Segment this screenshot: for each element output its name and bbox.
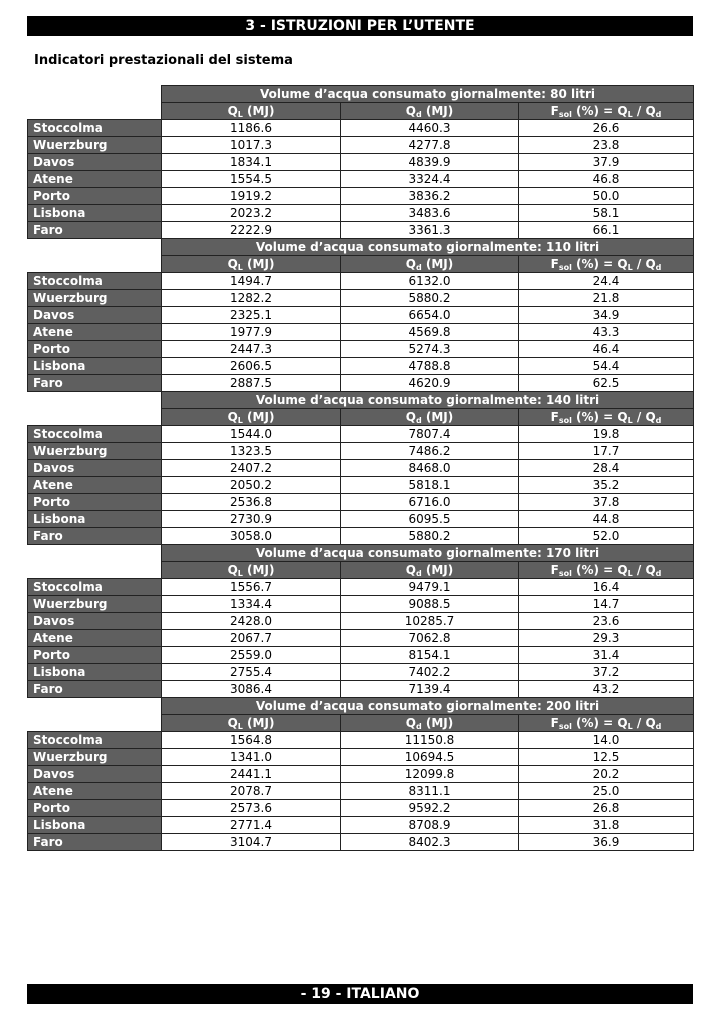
blank-cell — [28, 409, 162, 426]
column-header-fsol: $F_{sol}$ (%) = $Q_L / Q_d$ — [519, 256, 694, 273]
fsol-value: 46.8 — [519, 171, 694, 188]
city-name: Atene — [28, 783, 162, 800]
qd-value: 6095.5 — [341, 511, 519, 528]
qd-value: 7139.4 — [341, 681, 519, 698]
column-header-row — [28, 256, 694, 273]
ql-value: 1282.2 — [162, 290, 341, 307]
ql-value: 1919.2 — [162, 188, 341, 205]
fsol-value: 62.5 — [519, 375, 694, 392]
qd-value: 9479.1 — [341, 579, 519, 596]
section-title: Indicatori prestazionali del sistema — [34, 53, 293, 68]
city-name: Stoccolma — [28, 426, 162, 443]
table-row — [28, 188, 694, 205]
table-row — [28, 154, 694, 171]
city-name: Lisbona — [28, 358, 162, 375]
qd-value: 3324.4 — [341, 171, 519, 188]
qd-value: 4839.9 — [341, 154, 519, 171]
performance-table — [27, 85, 694, 851]
fsol-value: 35.2 — [519, 477, 694, 494]
column-header-row — [28, 103, 694, 120]
table-body — [28, 86, 694, 851]
qd-value: 7807.4 — [341, 426, 519, 443]
table-row — [28, 681, 694, 698]
city-name: Lisbona — [28, 817, 162, 834]
city-name: Stoccolma — [28, 579, 162, 596]
ql-value: 1544.0 — [162, 426, 341, 443]
table-row — [28, 205, 694, 222]
fsol-value: 31.8 — [519, 817, 694, 834]
ql-value: 1341.0 — [162, 749, 341, 766]
column-header-row — [28, 409, 694, 426]
table-row — [28, 647, 694, 664]
fsol-value: 58.1 — [519, 205, 694, 222]
city-name: Atene — [28, 477, 162, 494]
city-name: Porto — [28, 800, 162, 817]
volume-title: Volume d’acqua consumato giornalmente: 80 litri — [162, 86, 694, 103]
fsol-value: 12.5 — [519, 749, 694, 766]
fsol-value: 43.2 — [519, 681, 694, 698]
fsol-value: 46.4 — [519, 341, 694, 358]
ql-value: 1017.3 — [162, 137, 341, 154]
table-row — [28, 732, 694, 749]
ql-value: 2536.8 — [162, 494, 341, 511]
ql-value: 2559.0 — [162, 647, 341, 664]
footer-text: - 19 - ITALIANO — [300, 986, 420, 1002]
ql-value: 2428.0 — [162, 613, 341, 630]
ql-value: 2755.4 — [162, 664, 341, 681]
qd-value: 11150.8 — [341, 732, 519, 749]
column-header-row — [28, 715, 694, 732]
fsol-value: 19.8 — [519, 426, 694, 443]
qd-value: 4569.8 — [341, 324, 519, 341]
table-title-row — [28, 239, 694, 256]
city-name: Porto — [28, 341, 162, 358]
qd-value: 8154.1 — [341, 647, 519, 664]
qd-value: 7062.8 — [341, 630, 519, 647]
volume-title: Volume d’acqua consumato giornalmente: 170 litri — [162, 545, 694, 562]
column-header-ql: $Q_L$ (MJ) — [162, 715, 341, 732]
qd-value: 8708.9 — [341, 817, 519, 834]
city-name: Porto — [28, 647, 162, 664]
ql-value: 1554.5 — [162, 171, 341, 188]
column-header-fsol: $F_{sol}$ (%) = $Q_L / Q_d$ — [519, 409, 694, 426]
city-name: Davos — [28, 460, 162, 477]
fsol-value: 29.3 — [519, 630, 694, 647]
fsol-value: 66.1 — [519, 222, 694, 239]
city-name: Faro — [28, 528, 162, 545]
qd-value: 12099.8 — [341, 766, 519, 783]
city-name: Lisbona — [28, 511, 162, 528]
column-header-qd: $Q_d$ (MJ) — [341, 562, 519, 579]
table-row — [28, 630, 694, 647]
fsol-value: 36.9 — [519, 834, 694, 851]
qd-value: 6716.0 — [341, 494, 519, 511]
column-header-ql: $Q_L$ (MJ) — [162, 409, 341, 426]
ql-value: 2887.5 — [162, 375, 341, 392]
ql-value: 2050.2 — [162, 477, 341, 494]
blank-cell — [28, 256, 162, 273]
performance-tables — [27, 85, 693, 851]
qd-value: 5818.1 — [341, 477, 519, 494]
ql-value: 2222.9 — [162, 222, 341, 239]
qd-value: 5880.2 — [341, 528, 519, 545]
qd-value: 4460.3 — [341, 120, 519, 137]
table-row — [28, 477, 694, 494]
fsol-value: 31.4 — [519, 647, 694, 664]
table-title-row — [28, 392, 694, 409]
fsol-value: 43.3 — [519, 324, 694, 341]
table-row — [28, 766, 694, 783]
qd-value: 3483.6 — [341, 205, 519, 222]
qd-value: 5274.3 — [341, 341, 519, 358]
ql-value: 1323.5 — [162, 443, 341, 460]
table-row — [28, 800, 694, 817]
city-name: Porto — [28, 188, 162, 205]
column-header-row — [28, 562, 694, 579]
column-header-qd: $Q_d$ (MJ) — [341, 715, 519, 732]
ql-value: 2730.9 — [162, 511, 341, 528]
ql-value: 1494.7 — [162, 273, 341, 290]
table-row — [28, 290, 694, 307]
blank-cell — [28, 562, 162, 579]
fsol-value: 26.6 — [519, 120, 694, 137]
city-name: Wuerzburg — [28, 290, 162, 307]
column-header-qd: $Q_d$ (MJ) — [341, 409, 519, 426]
ql-value: 2023.2 — [162, 205, 341, 222]
table-row — [28, 341, 694, 358]
blank-cell — [28, 715, 162, 732]
ql-value: 2441.1 — [162, 766, 341, 783]
fsol-value: 25.0 — [519, 783, 694, 800]
table-row — [28, 324, 694, 341]
city-name: Stoccolma — [28, 732, 162, 749]
column-header-qd: $Q_d$ (MJ) — [341, 256, 519, 273]
city-name: Davos — [28, 613, 162, 630]
table-row — [28, 222, 694, 239]
city-name: Davos — [28, 154, 162, 171]
fsol-value: 28.4 — [519, 460, 694, 477]
ql-value: 3058.0 — [162, 528, 341, 545]
table-title-row — [28, 545, 694, 562]
volume-title: Volume d’acqua consumato giornalmente: 140 litri — [162, 392, 694, 409]
column-header-ql: $Q_L$ (MJ) — [162, 562, 341, 579]
column-header-ql: $Q_L$ (MJ) — [162, 103, 341, 120]
column-header-qd: $Q_d$ (MJ) — [341, 103, 519, 120]
table-row — [28, 307, 694, 324]
blank-cell — [28, 698, 162, 715]
fsol-value: 50.0 — [519, 188, 694, 205]
fsol-value: 14.0 — [519, 732, 694, 749]
city-name: Lisbona — [28, 664, 162, 681]
blank-cell — [28, 86, 162, 103]
column-header-fsol: $F_{sol}$ (%) = $Q_L / Q_d$ — [519, 715, 694, 732]
qd-value: 10285.7 — [341, 613, 519, 630]
table-title-row — [28, 86, 694, 103]
ql-value: 3104.7 — [162, 834, 341, 851]
qd-value: 4277.8 — [341, 137, 519, 154]
city-name: Faro — [28, 681, 162, 698]
table-title-row — [28, 698, 694, 715]
city-name: Davos — [28, 766, 162, 783]
fsol-value: 37.8 — [519, 494, 694, 511]
header-title: 3 - ISTRUZIONI PER L’UTENTE — [245, 18, 475, 34]
ql-value: 2771.4 — [162, 817, 341, 834]
fsol-value: 23.6 — [519, 613, 694, 630]
qd-value: 7402.2 — [341, 664, 519, 681]
column-header-fsol: $F_{sol}$ (%) = $Q_L / Q_d$ — [519, 562, 694, 579]
ql-value: 2325.1 — [162, 307, 341, 324]
city-name: Porto — [28, 494, 162, 511]
blank-cell — [28, 239, 162, 256]
qd-value: 8311.1 — [341, 783, 519, 800]
page-footer — [27, 984, 693, 1004]
qd-value: 8468.0 — [341, 460, 519, 477]
qd-value: 3836.2 — [341, 188, 519, 205]
table-row — [28, 749, 694, 766]
table-row — [28, 137, 694, 154]
fsol-value: 20.2 — [519, 766, 694, 783]
fsol-value: 17.7 — [519, 443, 694, 460]
table-row — [28, 579, 694, 596]
city-name: Stoccolma — [28, 120, 162, 137]
fsol-value: 34.9 — [519, 307, 694, 324]
fsol-value: 37.2 — [519, 664, 694, 681]
table-row — [28, 273, 694, 290]
fsol-value: 52.0 — [519, 528, 694, 545]
qd-value: 10694.5 — [341, 749, 519, 766]
qd-value: 9088.5 — [341, 596, 519, 613]
ql-value: 2606.5 — [162, 358, 341, 375]
city-name: Faro — [28, 375, 162, 392]
volume-title: Volume d’acqua consumato giornalmente: 110 litri — [162, 239, 694, 256]
table-row — [28, 358, 694, 375]
fsol-value: 24.4 — [519, 273, 694, 290]
ql-value: 3086.4 — [162, 681, 341, 698]
ql-value: 1186.6 — [162, 120, 341, 137]
city-name: Stoccolma — [28, 273, 162, 290]
ql-value: 2407.2 — [162, 460, 341, 477]
table-row — [28, 120, 694, 137]
table-row — [28, 460, 694, 477]
table-row — [28, 664, 694, 681]
city-name: Davos — [28, 307, 162, 324]
fsol-value: 14.7 — [519, 596, 694, 613]
fsol-value: 21.8 — [519, 290, 694, 307]
ql-value: 1564.8 — [162, 732, 341, 749]
city-name: Wuerzburg — [28, 596, 162, 613]
city-name: Atene — [28, 630, 162, 647]
qd-value: 6654.0 — [341, 307, 519, 324]
table-row — [28, 443, 694, 460]
qd-value: 5880.2 — [341, 290, 519, 307]
city-name: Wuerzburg — [28, 749, 162, 766]
ql-value: 1834.1 — [162, 154, 341, 171]
city-name: Lisbona — [28, 205, 162, 222]
qd-value: 7486.2 — [341, 443, 519, 460]
table-row — [28, 171, 694, 188]
city-name: Atene — [28, 171, 162, 188]
table-row — [28, 528, 694, 545]
table-row — [28, 783, 694, 800]
ql-value: 1334.4 — [162, 596, 341, 613]
ql-value: 1556.7 — [162, 579, 341, 596]
fsol-value: 16.4 — [519, 579, 694, 596]
qd-value: 4620.9 — [341, 375, 519, 392]
city-name: Faro — [28, 834, 162, 851]
table-row — [28, 834, 694, 851]
city-name: Faro — [28, 222, 162, 239]
ql-value: 2573.6 — [162, 800, 341, 817]
city-name: Wuerzburg — [28, 443, 162, 460]
table-row — [28, 817, 694, 834]
ql-value: 2078.7 — [162, 783, 341, 800]
ql-value: 2447.3 — [162, 341, 341, 358]
fsol-value: 37.9 — [519, 154, 694, 171]
qd-value: 3361.3 — [341, 222, 519, 239]
blank-cell — [28, 103, 162, 120]
table-row — [28, 613, 694, 630]
column-header-fsol: $F_{sol}$ (%) = $Q_L / Q_d$ — [519, 103, 694, 120]
ql-value: 2067.7 — [162, 630, 341, 647]
fsol-value: 23.8 — [519, 137, 694, 154]
fsol-value: 26.8 — [519, 800, 694, 817]
blank-cell — [28, 392, 162, 409]
column-header-ql: $Q_L$ (MJ) — [162, 256, 341, 273]
table-row — [28, 375, 694, 392]
table-row — [28, 426, 694, 443]
qd-value: 4788.8 — [341, 358, 519, 375]
table-row — [28, 494, 694, 511]
qd-value: 8402.3 — [341, 834, 519, 851]
table-row — [28, 511, 694, 528]
qd-value: 6132.0 — [341, 273, 519, 290]
fsol-value: 44.8 — [519, 511, 694, 528]
city-name: Atene — [28, 324, 162, 341]
table-row — [28, 596, 694, 613]
fsol-value: 54.4 — [519, 358, 694, 375]
qd-value: 9592.2 — [341, 800, 519, 817]
page-header — [27, 16, 693, 36]
city-name: Wuerzburg — [28, 137, 162, 154]
volume-title: Volume d’acqua consumato giornalmente: 200 litri — [162, 698, 694, 715]
ql-value: 1977.9 — [162, 324, 341, 341]
blank-cell — [28, 545, 162, 562]
